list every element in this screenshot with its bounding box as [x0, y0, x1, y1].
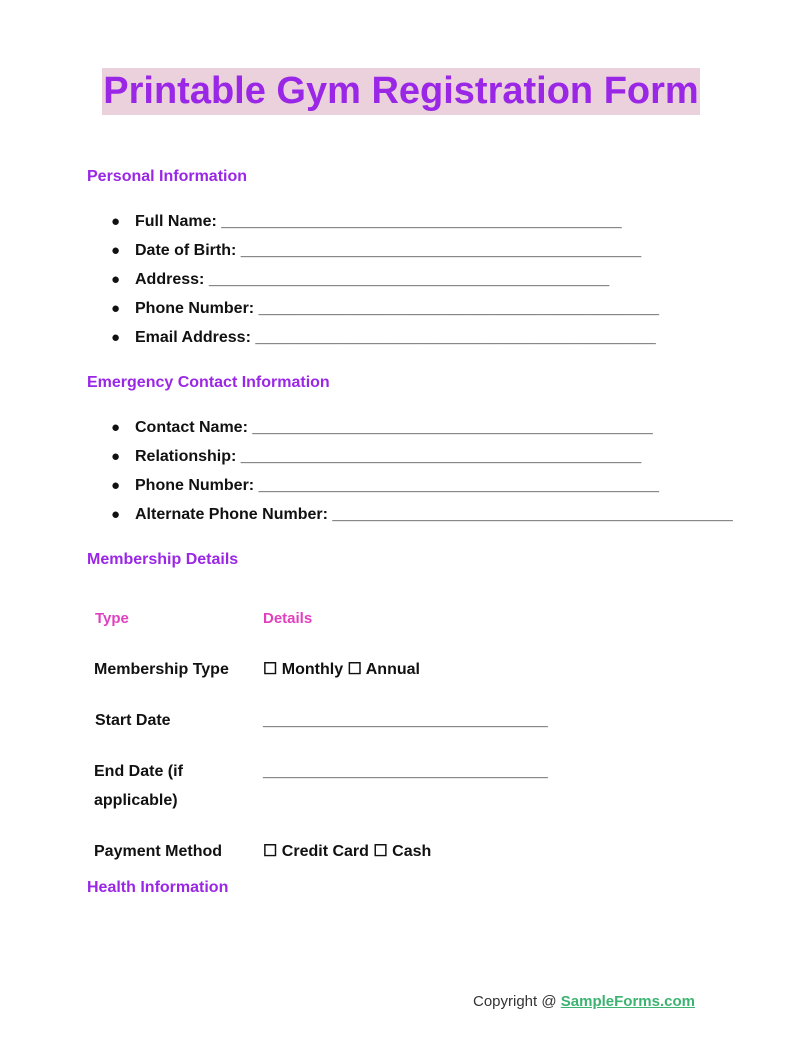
- field-label: Email Address:: [135, 329, 251, 346]
- end-date-blank[interactable]: ________________________________: [263, 763, 548, 780]
- field-phone-number[interactable]: [0, 299, 659, 328]
- bullet-icon: ●: [111, 213, 121, 230]
- membership-type-options[interactable]: ☐ Monthly ☐ Annual: [263, 661, 420, 678]
- section-heading-personal: Personal Information: [87, 168, 248, 185]
- field-label: Relationship:: [135, 448, 237, 465]
- personal-fields-list: [0, 212, 659, 357]
- payment-method-options[interactable]: ☐ Credit Card ☐ Cash: [263, 843, 432, 860]
- section-heading-health: Health Information: [87, 879, 229, 896]
- field-contact-name[interactable]: [0, 418, 733, 447]
- field-label: Alternate Phone Number:: [135, 506, 328, 523]
- emergency-fields-list: [0, 418, 733, 534]
- blank-line[interactable]: _____________________________________________: [332, 506, 733, 523]
- section-heading-emergency: Emergency Contact Information: [87, 374, 330, 391]
- blank-line[interactable]: _____________________________________________: [258, 300, 660, 317]
- blank-line[interactable]: _____________________________________________: [258, 477, 660, 494]
- row-label-membership-type: Membership Type: [94, 661, 229, 678]
- blank-line[interactable]: _____________________________________________: [240, 448, 642, 465]
- field-address[interactable]: [0, 270, 659, 299]
- start-date-blank[interactable]: ________________________________: [263, 712, 548, 729]
- field-date-of-birth[interactable]: [0, 241, 659, 270]
- blank-line[interactable]: _____________________________________________: [240, 242, 642, 259]
- field-label: Address:: [135, 271, 205, 288]
- title-container: [0, 68, 802, 115]
- bullet-icon: ●: [111, 271, 121, 288]
- page-title: Printable Gym Registration Form: [102, 68, 699, 115]
- section-heading-membership: Membership Details: [87, 551, 239, 568]
- bullet-icon: ●: [111, 419, 121, 436]
- table-header-details: Details: [263, 610, 313, 627]
- field-alternate-phone-number[interactable]: [0, 505, 733, 534]
- field-email-address[interactable]: [0, 328, 659, 357]
- bullet-icon: ●: [111, 506, 121, 523]
- bullet-icon: ●: [111, 448, 121, 465]
- field-label: Phone Number:: [135, 477, 255, 494]
- table-header-type: Type: [95, 610, 129, 627]
- footer-site-link[interactable]: SampleForms.com: [560, 993, 695, 1010]
- bullet-icon: ●: [111, 242, 121, 259]
- field-relationship[interactable]: [0, 447, 733, 476]
- footer-prefix: Copyright @: [473, 993, 561, 1010]
- blank-line[interactable]: _____________________________________________: [252, 419, 653, 436]
- blank-line[interactable]: _____________________________________________: [221, 213, 622, 230]
- field-label: Phone Number:: [135, 300, 255, 317]
- blank-line[interactable]: _____________________________________________: [208, 271, 610, 288]
- bullet-icon: ●: [111, 300, 121, 317]
- row-label-start-date: Start Date: [95, 712, 171, 729]
- row-label-end-date: End Date (if: [94, 763, 183, 780]
- field-full-name[interactable]: [0, 212, 659, 241]
- bullet-icon: ●: [111, 329, 121, 346]
- field-label: Contact Name:: [135, 419, 248, 436]
- bullet-icon: ●: [111, 477, 121, 494]
- row-label-payment-method: Payment Method: [94, 843, 223, 860]
- field-label: Date of Birth:: [135, 242, 237, 259]
- field-label: Full Name:: [135, 213, 217, 230]
- row-label-end-date-cont: applicable): [94, 792, 178, 809]
- footer-copyright: [473, 992, 695, 1012]
- field-emergency-phone-number[interactable]: [0, 476, 733, 505]
- blank-line[interactable]: _____________________________________________: [255, 329, 656, 346]
